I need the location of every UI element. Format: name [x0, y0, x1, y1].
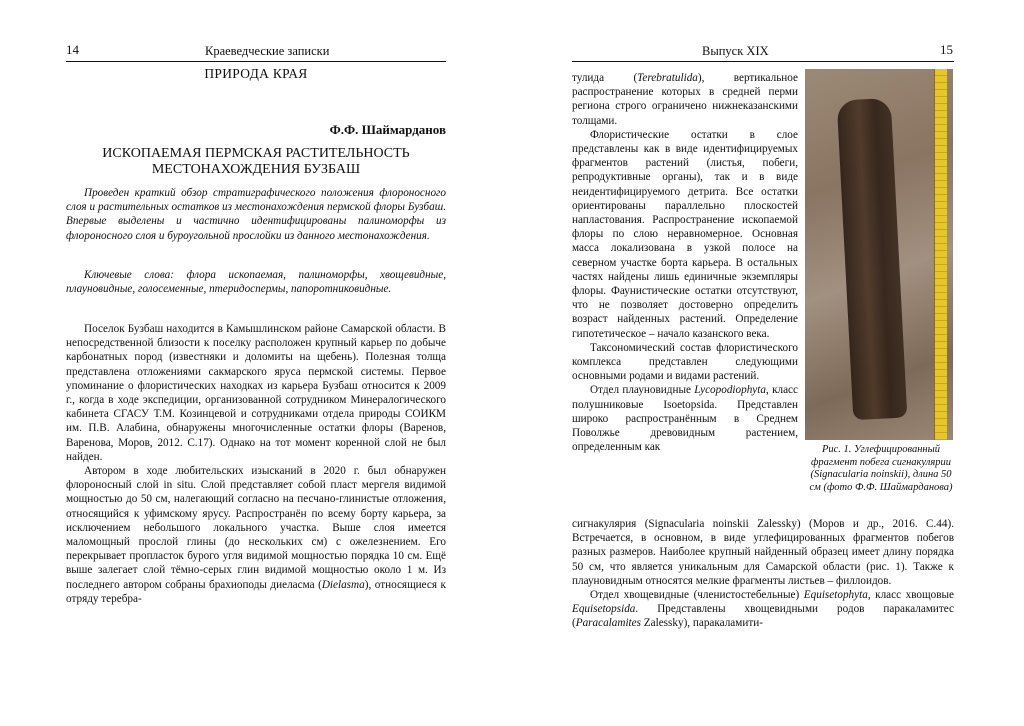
latin-name: Lycopodiophyta — [694, 384, 766, 397]
figure-caption: Рис. 1. Углефицированный фрагмент побега сигнакулярии (Signacularia noinskii), длина 50 см (фото Ф.Ф. Шаймарданова) — [809, 444, 953, 493]
text-run: Zalessky), паракаламити- — [641, 617, 763, 630]
text-run: ), вертикальное распространение которых в средней перми региона строго ограничено нижнеказанскими толщами. — [572, 72, 798, 127]
paragraph — [572, 71, 798, 128]
abstract — [66, 186, 446, 243]
running-head: Краеведческие записки — [205, 44, 330, 58]
keywords: Ключевые слова: флора ископаемая, палиноморфы, хвощевидные, плауновидные, голосеменные, птеридоспермы, папоротниковидные. — [66, 269, 446, 296]
text-run: Автором в ходе любительских изысканий в 2020 г. был обнаружен флороносный слой in situ. Слой представляет собой пласт мергеля видимой мощностью до 50 см, налегающий согласно на песчано-глинистые отложения, относящийся к уфимскому ярусу. Распространён по всему борту карьера, за исключением небольшого локального участка. Выше слоя имеется маломощный прослой глины (до нескольких см) с ожелезнением. Его перекрывает пропласток бурого угля видимой мощностью порядка 10 см. Ещё выше залегает слой тёмно-серых глин видимой мощностью около 1 м. Из последнего автором собраны брахиоподы диеласма ( — [66, 465, 446, 591]
paragraph: сигнакулярия (Signacularia noinskii Zalessky) (Моров и др., 2016. С.44). Встречается, в основном, в виде углефицированных фрагментов побегов разных размеров. Наиболее крупный найденный образец имеет длину порядка 50 см, что является уникальным для Самарской области (рис. 1). Также к плауновидным относятся мелкие фрагменты листьев – филлоидов. — [572, 518, 954, 587]
paragraph — [572, 383, 798, 454]
measuring-tape — [934, 69, 947, 440]
body-text-column — [572, 71, 798, 454]
paragraph — [572, 588, 954, 631]
fossil-photo — [805, 69, 953, 440]
body-text-wide — [572, 517, 954, 631]
page-number: 15 — [940, 42, 953, 57]
body-text — [66, 322, 446, 606]
text-run: , класс хвощовые — [867, 589, 954, 602]
text-run: ), относящиеся к отряду теребра- — [66, 578, 446, 605]
text-run: тулида ( — [572, 72, 638, 84]
abstract-text: Проведен краткий обзор стратиграфического положения флороносного слоя и растительных остатков из местонахождения пермской флоры Бузбаш. Впервые выделены и частично идентифицированы палиноморфы из флороносного слоя и буроугольной прослойки из данного местонахождения. — [66, 187, 446, 242]
page-number: 14 — [66, 42, 79, 57]
latin-name: Dielasma — [321, 578, 365, 591]
latin-name: Equisetopsida — [572, 603, 636, 616]
article-title-line: ИСКОПАЕМАЯ ПЕРМСКАЯ РАСТИТЕЛЬНОСТЬ — [102, 146, 410, 161]
text-run: . Представлены хвощевидными родов паракаламитес ( — [572, 603, 954, 630]
paragraph: Флористические остатки в слое представлены как в виде идентифицируемых фрагментов растений (листья, побеги, репродуктивные органы), так и в виде неидентифицируемого детрита. Все остатки ориентированы параллельно плоскостей напластования. Распространение ископаемой флоры по слою неравномерное. Основная масса локализована в узкой полосе на северном участке борта карьера. В остальных частях найдены лишь единичные экземпляры флоры. Фаунистические остатки отсутствуют, что не позволяет достоверно определить возраст найденных растений. Определение гипотетическое – начало казанского века. — [572, 128, 798, 340]
article-title-line: МЕСТОНАХОЖДЕНИЯ БУЗБАШ — [151, 162, 361, 177]
fossil-shoot-image — [837, 98, 908, 420]
latin-name: Equisetophyta — [803, 589, 868, 602]
paragraph — [66, 464, 446, 606]
section-title: ПРИРОДА КРАЯ — [204, 66, 308, 81]
text-run: , класс полушниковые Isoetopsida. Представлен широко распространённым в Среднем Поволжье древовидным растением, определенным как — [572, 384, 798, 454]
text-run: Отдел хвощевидные (членистостебельные) — [590, 589, 804, 602]
running-head: Выпуск XIX — [702, 44, 769, 58]
paragraph: Таксономический состав флористического комплекса представлен следующими основными родами и видами растений. — [572, 341, 798, 383]
latin-name: Terebratulida — [637, 72, 698, 84]
header-rule — [572, 61, 954, 62]
header-rule — [66, 61, 446, 62]
text-run: Отдел плауновидные — [590, 384, 695, 397]
article-title — [66, 146, 446, 178]
latin-name: Paracalamites — [575, 617, 641, 630]
paragraph: Поселок Бузбаш находится в Камышлинском районе Самарской области. В непосредственной близости к поселку расположен крупный карьер по добыче карбонатных пород (известняки и доломиты на щебень). Полезная толща представлена отложениями сакмарского яруса пермской системы. Первое упоминание о флористических находках из карьера Бузбаш относится к 2009 г., когда в ходе экспедиции, организованной сотрудником Минералогического кабинета СГАСУ Т.М. Козинцевой и сотрудниками отдела природы СОИКМ им. П.В. Алабина, обнаружены многочисленные остатки флоры (Варенов, Варенова, Моров, 2012. С.17). Однако на тот момент коренной слой не был найден. — [66, 323, 446, 463]
author-name: Ф.Ф. Шаймарданов — [329, 122, 446, 137]
